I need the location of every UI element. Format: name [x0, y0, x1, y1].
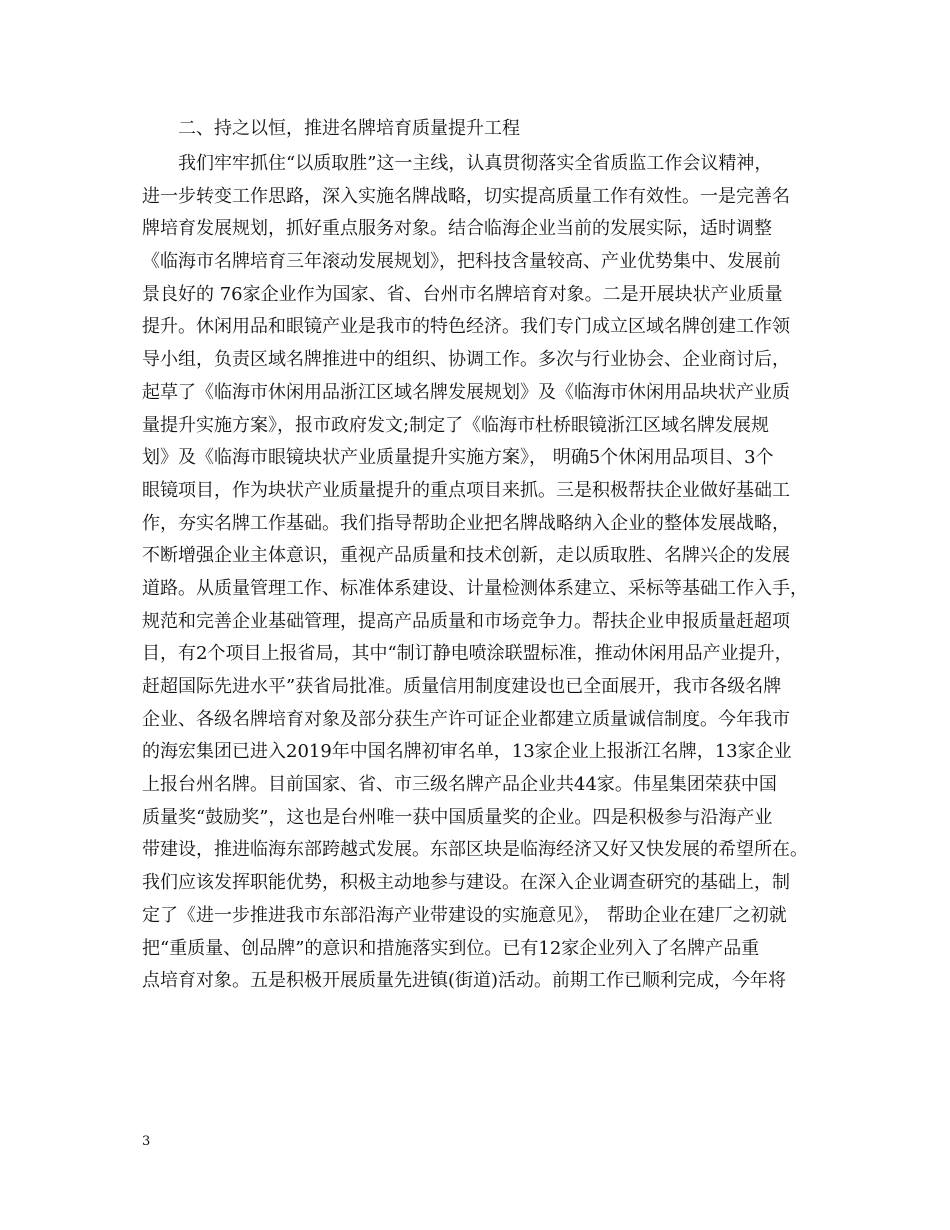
text-line: 眼镜项目，作为块状产业质量提升的重点项目来抓。三是积极帮扶企业做好基础工	[142, 479, 790, 501]
text-line: 量提升实施方案》，报市政府发文;制定了《临海市杜桥眼镜浙江区域名牌发展规	[142, 414, 770, 436]
text-line: 带建设，推进临海东部跨越式发展。东部区块是临海经济又好又快发展的希望所在。	[142, 839, 808, 861]
text-line: 规范和完善企业基础管理，提高产品质量和市场竞争力。帮扶企业申报质量赶超项	[142, 610, 790, 632]
text-line: 导小组，负责区域名牌推进中的组织、协调工作。多次与行业协会、企业商讨后，	[142, 349, 790, 371]
text-line: 进一步转变工作思路，深入实施名牌战略，切实提高质量工作有效性。一是完善名	[142, 185, 790, 207]
text-line: 我们牢牢抓住“以质取胜”这一主线，认真贯彻落实全省质监工作会议精神，	[178, 153, 773, 174]
text-line: 我们应该发挥职能优势，积极主动地参与建设。在深入企业调查研究的基础上，制	[142, 872, 790, 894]
text-line: 划》及《临海市眼镜块状产业质量提升实施方案》， 明确5个休闲用品项目、3个	[142, 447, 774, 469]
text-line: 牌培育发展规划，抓好重点服务对象。结合临海企业当前的发展实际，适时调整	[142, 218, 772, 240]
page-number: 3	[142, 1134, 151, 1149]
text-line: 作，夯实名牌工作基础。我们指导帮助企业把名牌战略纳入企业的整体发展战略，	[142, 512, 790, 534]
text-line: 企业、各级名牌培育对象及部分获生产许可证企业都建立质量诚信制度。今年我市	[142, 708, 790, 730]
text-line: 点培育对象。五是积极开展质量先进镇(街道)活动。前期工作已顺利完成，今年将	[142, 970, 787, 992]
text-line: 景良好的 76家企业作为国家、省、台州市名牌培育对象。二是开展块状产业质量	[142, 283, 783, 305]
text-line: 起草了《临海市休闲用品浙江区域名牌发展规划》及《临海市休闲用品块状产业质	[142, 381, 790, 403]
text-line: 不断增强企业主体意识，重视产品质量和技术创新，走以质取胜、名牌兴企的发展	[142, 545, 790, 567]
text-line: 提升。休闲用品和眼镜产业是我市的特色经济。我们专门成立区域名牌创建工作领	[142, 316, 790, 338]
body-text	[142, 148, 822, 998]
text-line: 的海宏集团已进入2019年中国名牌初审名单，13家企业上报浙江名牌，13家企业	[142, 741, 792, 763]
text-line: 质量奖“鼓励奖”，这也是台州唯一获中国质量奖的企业。四是积极参与沿海产业	[142, 806, 773, 828]
text-line: 定了《进一步推进我市东部沿海产业带建设的实施意见》， 帮助企业在建厂之初就	[142, 904, 787, 926]
text-line: 赶超国际先进水平”获省局批准。质量信用制度建设也已全面展开，我市各级名牌	[142, 676, 782, 697]
text-line: 把“重质量、创品牌”的意识和措施落实到位。已有12家企业列入了名牌产品重	[142, 937, 760, 959]
text-line: 目，有2个项目上报省局，其中“制订静电喷涂联盟标准，推动休闲用品产业提升，	[142, 643, 793, 665]
text-line: 道路。从质量管理工作、标准体系建设、计量检测体系建立、采标等基础工作入手，	[142, 577, 808, 599]
section-heading: 二、持之以恒，推进名牌培育质量提升工程	[178, 118, 520, 139]
text-line: 上报台州名牌。目前国家、省、市三级名牌产品企业共44家。伟星集团荣获中国	[142, 774, 777, 796]
text-line: 《临海市名牌培育三年滚动发展规划》，把科技含量较高、产业优势集中、发展前	[142, 251, 781, 273]
